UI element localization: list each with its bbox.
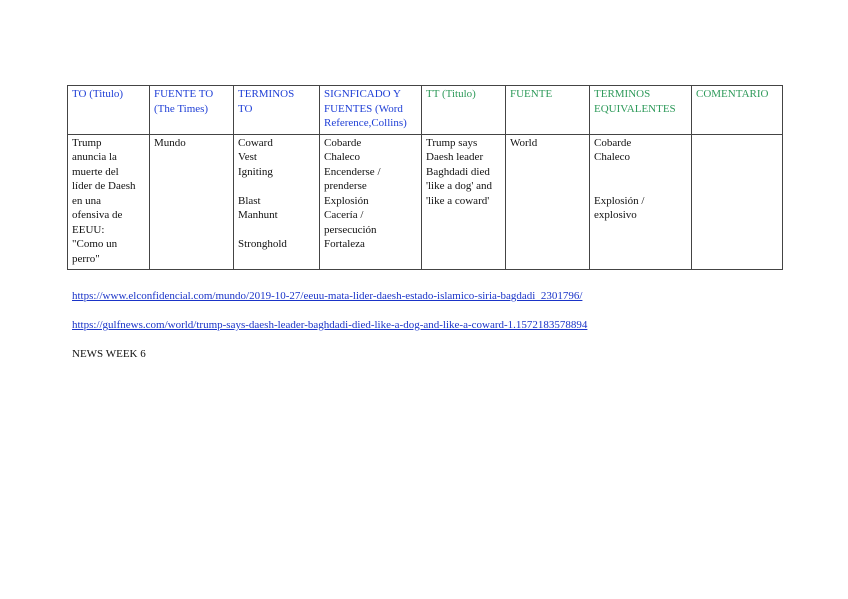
link-gulfnews[interactable]: https://gulfnews.com/world/trump-says-daesh-leader-baghdadi-died-like-a-dog-and-like-a-coward-1.1572183578894 <box>72 319 588 331</box>
header-fuente-to: FUENTE TO (The Times) <box>150 86 234 135</box>
news-week-label: NEWS WEEK 6 <box>72 348 146 360</box>
cell-comentario <box>692 134 783 270</box>
header-terminos-equivalentes: TERMINOS EQUIVALENTES <box>590 86 692 135</box>
header-terminos-to: TERMINOS TO <box>234 86 320 135</box>
link-elconfidencial[interactable]: https://www.elconfidencial.com/mundo/2019-10-27/eeuu-mata-lider-daesh-estado-islamico-siria-bagdadi_2301796/ <box>72 290 583 302</box>
cell-to-titulo: Trump anuncia la muerte del líder de Daesh en una ofensiva de EEUU: "Como un perro" <box>68 134 150 270</box>
table-row <box>68 134 783 270</box>
cell-significado: Cobarde Chaleco Encenderse / prenderse Explosión Cacería / persecución Fortaleza <box>320 134 422 270</box>
cell-tt-titulo: Trump says Daesh leader Baghdadi died 'like a dog' and 'like a coward' <box>422 134 506 270</box>
cell-fuente-to: Mundo <box>150 134 234 270</box>
cell-fuente: World <box>506 134 590 270</box>
header-comentario: COMENTARIO <box>692 86 783 135</box>
header-to-titulo: TO (Titulo) <box>68 86 150 135</box>
cell-terminos-equivalentes: Cobarde Chaleco Explosión / explosivo <box>590 134 692 270</box>
header-fuente: FUENTE <box>506 86 590 135</box>
table-header-row <box>68 86 783 135</box>
header-tt-titulo: TT (Titulo) <box>422 86 506 135</box>
translation-table <box>67 85 783 270</box>
cell-terminos-to: Coward Vest Igniting Blast Manhunt Stronghold <box>234 134 320 270</box>
header-significado: SIGNFICADO Y FUENTES (Word Reference,Collins) <box>320 86 422 135</box>
